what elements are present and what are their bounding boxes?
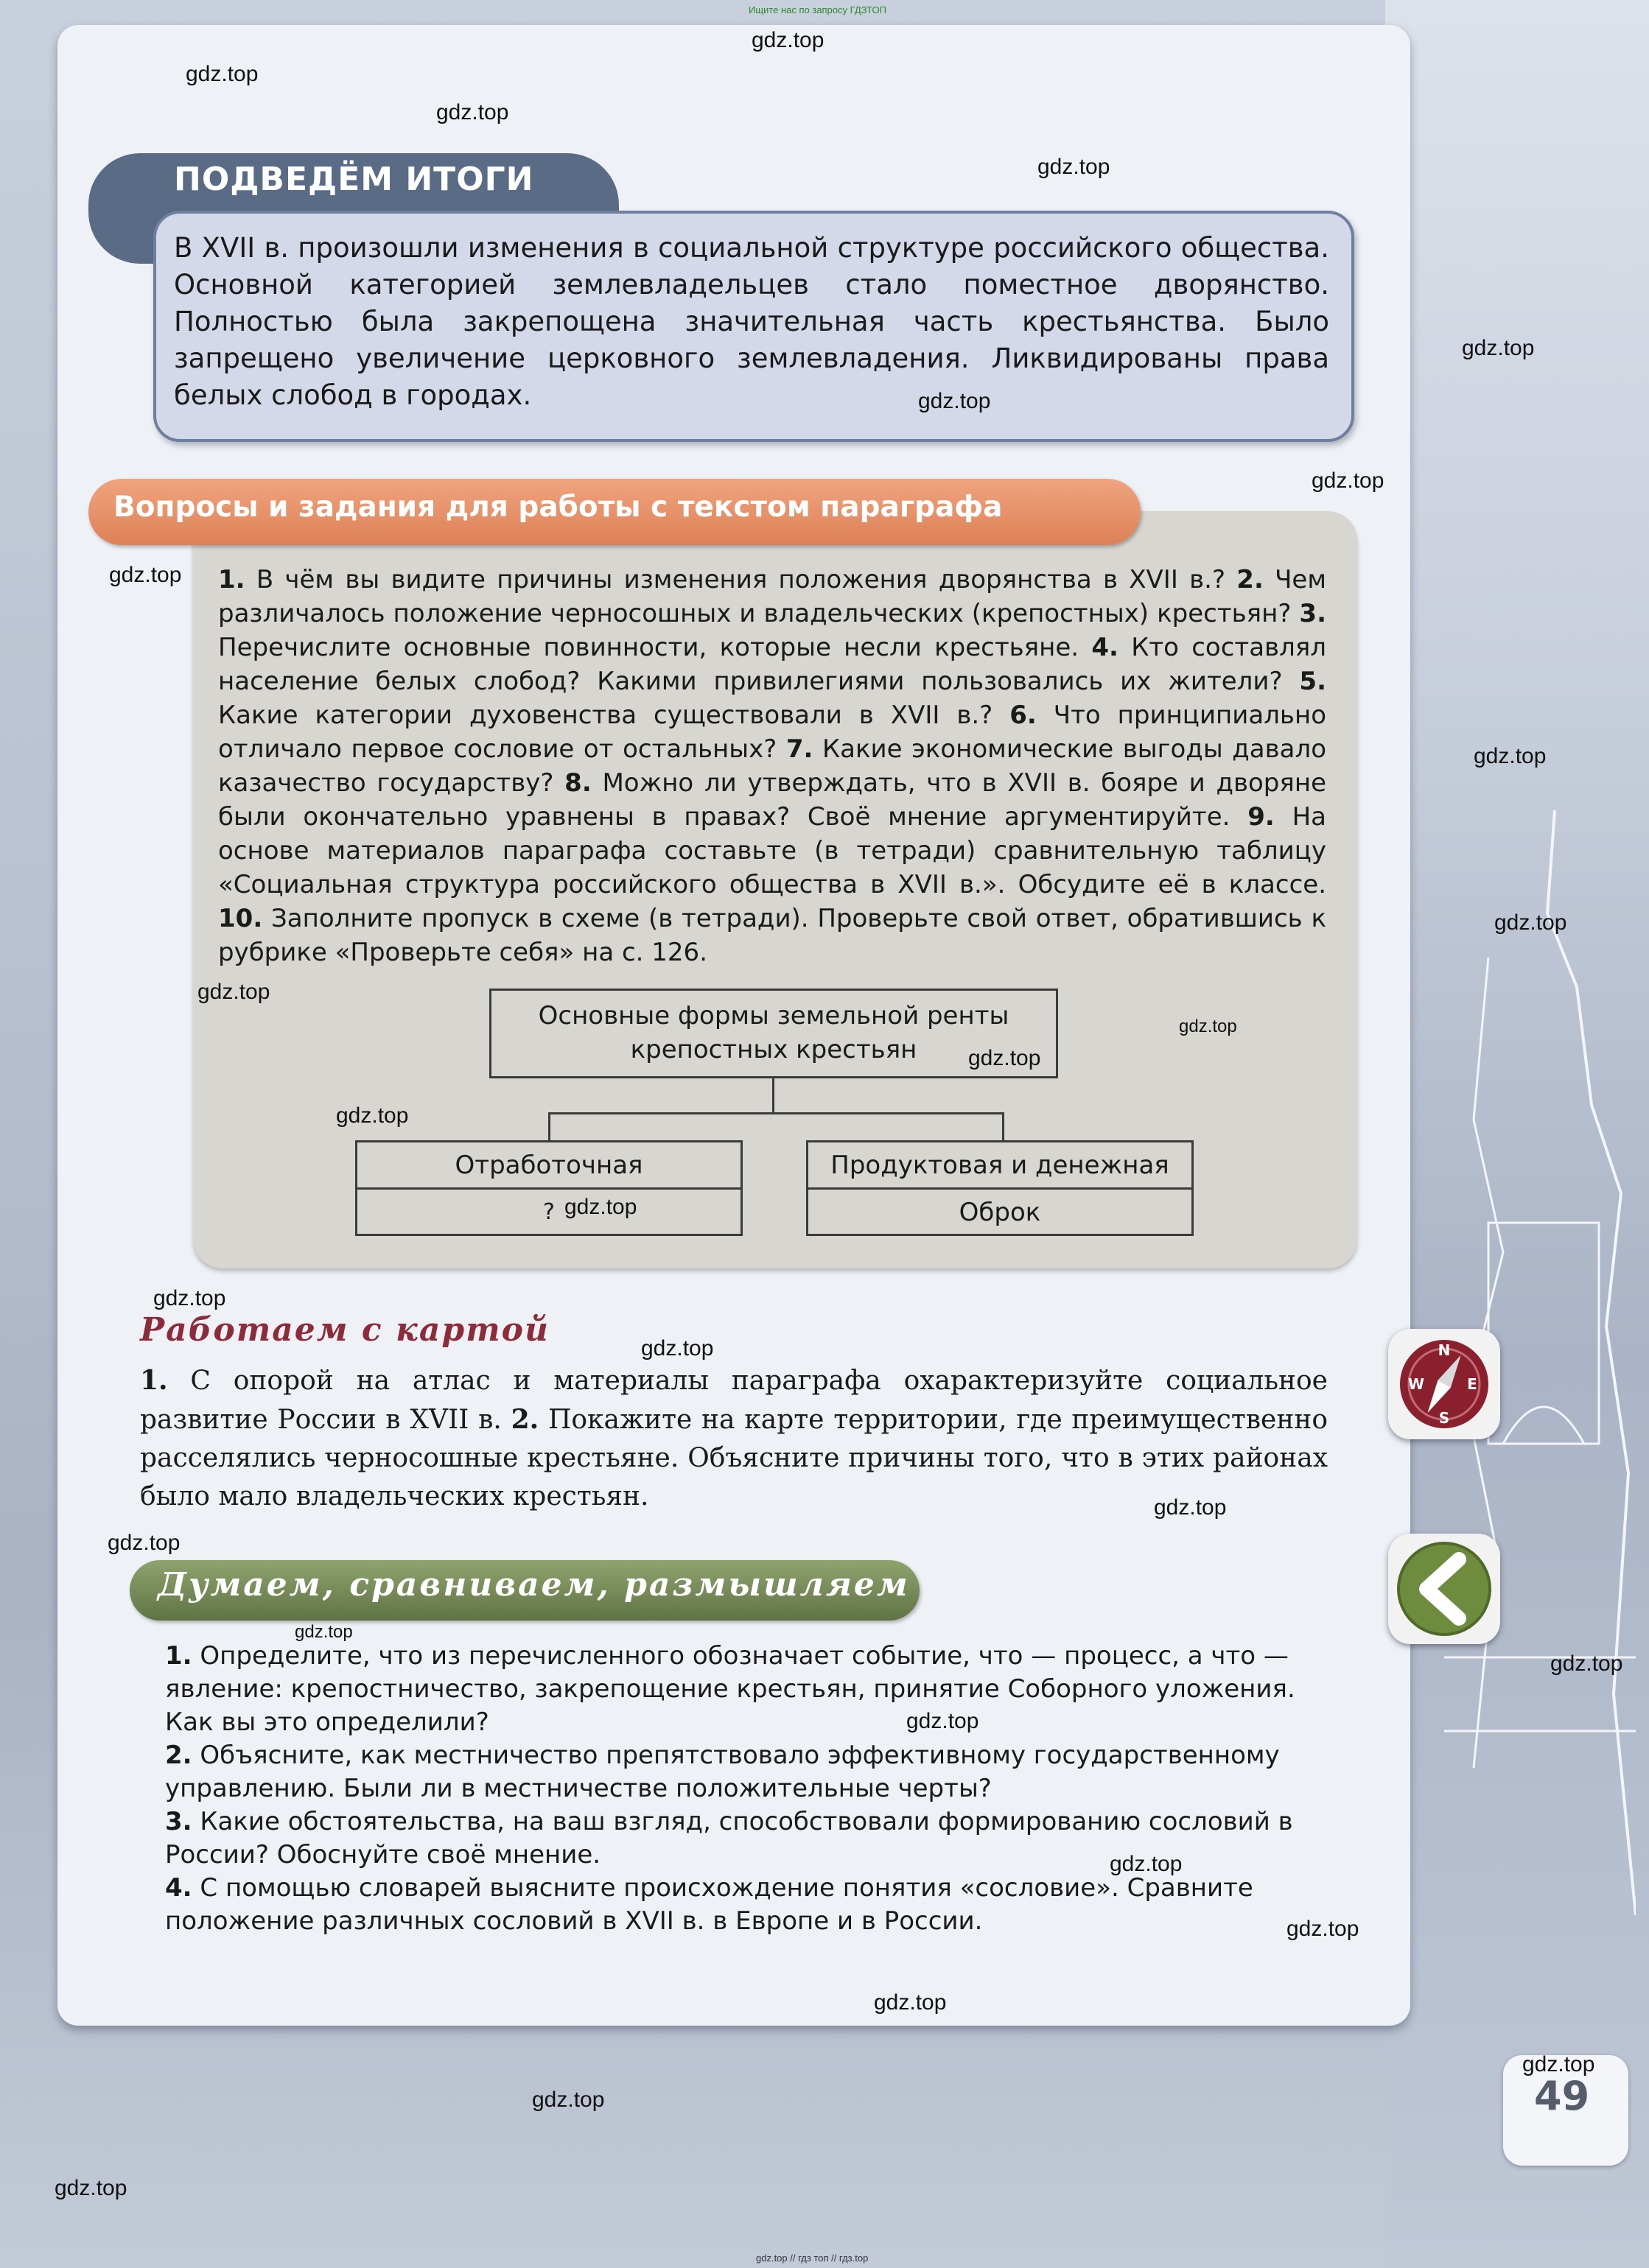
task-text: Какие обстоятельства, на ваш взгляд, способствовали формированию сословий в России? Обоснуйте своё мнение. <box>165 1807 1293 1869</box>
watermark: gdz.top <box>1474 744 1547 768</box>
watermark: gdz.top <box>197 980 270 1004</box>
watermark: gdz.top <box>1286 1917 1359 1941</box>
question-number: 7. <box>785 734 813 764</box>
watermark: gdz.top <box>1312 468 1384 493</box>
watermark: gdz.top <box>1037 155 1110 179</box>
diagram-divider <box>355 1187 743 1190</box>
question-text: Заполните пропуск в схеме (в тетради). Проверьте свой ответ, обратившись к рубрике «Проверьте себя» на с. 126. <box>218 904 1326 967</box>
think-section-list <box>165 1640 1316 1938</box>
question-text: Перечислите основные повинности, которые несли крестьяне. <box>218 633 1079 662</box>
diagram-left-value: ? <box>543 1199 555 1225</box>
question-number: 4. <box>1091 633 1118 662</box>
watermark: gdz.top <box>153 1286 226 1310</box>
question-number: 10. <box>218 904 263 933</box>
question-text: Какие категории духовенства существовали в XVII в.? <box>218 701 993 730</box>
task-text: Покажите на карте территории, где преимущественно расселялись черносошные крестьяне. Объясните причины того, что в этих районах было мало владельческих крестьян. <box>140 1405 1328 1512</box>
task-number: 2. <box>165 1741 192 1770</box>
watermark: gdz.top <box>55 2176 127 2200</box>
question-number: 3. <box>1299 599 1326 628</box>
watermark: gdz.top <box>1522 2052 1595 2076</box>
compass-e: E <box>1467 1375 1477 1393</box>
question-number: 2. <box>1236 565 1264 594</box>
list-item <box>165 1872 1316 1938</box>
summary-text: В XVII в. произошли изменения в социальной структуре российского общества. Основной категорией землевладельцев стало поместное дворянство. Полностью была закрепощена значительная часть крестьянства. Было запрещено увеличение церковного землевладения. Ликвидированы права белых слобод в городах. <box>174 232 1329 411</box>
question-number: 8. <box>564 768 592 798</box>
watermark: gdz.top <box>532 2088 605 2112</box>
task-number: 2. <box>511 1404 539 1435</box>
question-text: Какие экономические выгоды давало казачество государству? <box>218 734 1326 798</box>
watermark: gdz.top <box>436 100 509 124</box>
map-section-title: Работаем с картой <box>140 1311 550 1349</box>
watermark: gdz.top <box>108 1531 181 1555</box>
watermark: gdz.top <box>1154 1495 1227 1520</box>
question-number: 5. <box>1299 667 1326 696</box>
question-text: Что принципиально отличало первое сословие от остальных? <box>218 701 1326 764</box>
watermark: gdz.top <box>109 563 182 587</box>
question-text: Можно ли утверждать, что в XVII в. бояре и дворяне были окончательно уравнены в правах? Своё мнение аргументируйте. <box>218 768 1326 832</box>
question-text: Кто составлял население белых слобод? Какими привилегиями пользовались их жители? <box>218 633 1327 696</box>
watermark: gdz.top <box>295 1622 353 1642</box>
back-button[interactable] <box>1388 1534 1500 1644</box>
task-text: С помощью словарей выясните происхождение понятия «сословие». Сравните положение различных сословий в XVII в. в Европе и в России. <box>165 1873 1253 1936</box>
watermark: gdz.top <box>1494 910 1567 935</box>
task-text: Определите, что из перечисленного обозначает событие, что — процесс, а что — явление: крепостничество, закрепощение крестьян, принятие Соборного уложения. Как вы это определили? <box>165 1641 1295 1737</box>
watermark: gdz.top <box>752 28 824 52</box>
questions-title: Вопросы и задания для работы с текстом параграфа <box>113 491 1003 524</box>
watermark: gdz.top <box>336 1103 409 1128</box>
watermark: gdz.top <box>564 1195 637 1219</box>
diagram-right-title: Продуктовая и денежная <box>830 1151 1169 1180</box>
task-text: Объясните, как местничество препятствовало эффективному государственному управлению. Были ли в местничестве положительные черты? <box>165 1741 1280 1803</box>
diagram-connector <box>548 1112 550 1142</box>
questions-list <box>218 563 1326 969</box>
compass-s: S <box>1438 1409 1450 1427</box>
compass-w: W <box>1407 1375 1425 1393</box>
watermark: gdz.top <box>641 1336 714 1361</box>
watermark: gdz.top <box>906 1709 979 1733</box>
top-banner: Ищите нас по запросу ГДЗТОП <box>749 4 887 15</box>
diagram-divider <box>806 1187 1194 1190</box>
question-number: 9. <box>1247 802 1275 832</box>
compass-icon <box>1388 1329 1500 1439</box>
task-number: 4. <box>165 1873 192 1903</box>
task-number: 3. <box>165 1807 192 1836</box>
bottom-banner: gdz.top // гдз топ // гдз.top <box>756 2253 869 2264</box>
question-text: На основе материалов параграфа составьте (в тетради) сравнительную таблицу «Социальная структура российского общества в XVII в.». Обсудите её в классе. <box>218 802 1327 899</box>
question-number: 1. <box>218 565 245 594</box>
watermark: gdz.top <box>1462 336 1535 360</box>
watermark: gdz.top <box>918 389 991 413</box>
watermark: gdz.top <box>1550 1651 1623 1676</box>
summary-title: ПОДВЕДЁМ ИТОГИ <box>174 161 534 198</box>
diagram-root-text: Основные формы земельной ренты крепостных крестьян <box>538 1001 1009 1064</box>
list-item <box>165 1640 1316 1739</box>
watermark: gdz.top <box>186 62 259 86</box>
arrow-left-icon <box>1388 1534 1500 1644</box>
watermark: gdz.top <box>968 1046 1041 1070</box>
page-number: 49 <box>1534 2073 1590 2119</box>
think-section-title: Думаем, сравниваем, размышляем <box>158 1566 910 1604</box>
watermark: gdz.top <box>1110 1852 1183 1876</box>
watermark: gdz.top <box>1179 1017 1237 1036</box>
task-number: 1. <box>140 1365 168 1396</box>
diagram-connector <box>772 1078 774 1114</box>
task-text: С опорой на атлас и материалы параграфа охарактеризуйте социальное развитие России в XVII в. <box>140 1366 1328 1435</box>
compass-n: N <box>1438 1341 1451 1359</box>
diagram-connector <box>1002 1112 1004 1142</box>
list-item <box>165 1739 1316 1805</box>
diagram-right-value: Оброк <box>959 1198 1041 1227</box>
map-section-text <box>140 1361 1328 1516</box>
compass-button[interactable] <box>1388 1329 1500 1439</box>
diagram-connector <box>548 1112 1004 1114</box>
question-text: В чём вы видите причины изменения положения дворянства в XVII в.? <box>256 565 1226 594</box>
task-number: 1. <box>165 1641 192 1671</box>
question-text: Чем различалось положение черносошных и владельческих (крепостных) крестьян? <box>218 565 1327 628</box>
watermark: gdz.top <box>874 1990 947 2015</box>
question-number: 6. <box>1009 701 1037 730</box>
diagram-left-title: Отработочная <box>455 1151 643 1180</box>
